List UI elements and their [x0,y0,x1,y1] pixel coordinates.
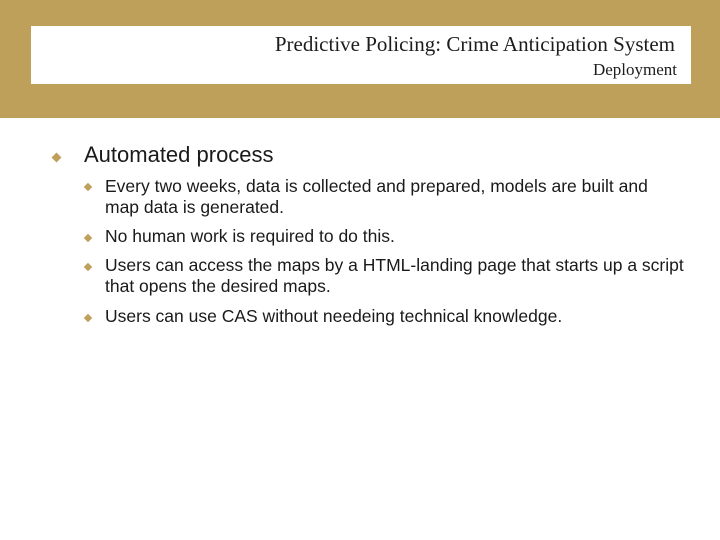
diamond-bullet-icon [84,314,92,322]
diamond-bullet-icon [84,183,92,191]
sub-bullet-text: Every two weeks, data is collected and prepared, models are built and map data is generated. [105,176,648,217]
main-bullet-text: Automated process [84,142,274,167]
slide-title: Predictive Policing: Crime Anticipation System [274,32,675,56]
diamond-bullet-icon [84,263,92,271]
sub-bullet-text: No human work is required to do this. [105,226,395,246]
diamond-bullet-icon [84,234,92,242]
slide-subtitle: Deployment [592,60,677,79]
diamond-bullet-icon [52,153,62,163]
sub-bullet-text: Users can access the maps by a HTML-landing page that starts up a script that opens the desired maps. [105,255,684,296]
sub-bullet-text: Users can use CAS without needeing technical knowledge. [105,306,563,326]
